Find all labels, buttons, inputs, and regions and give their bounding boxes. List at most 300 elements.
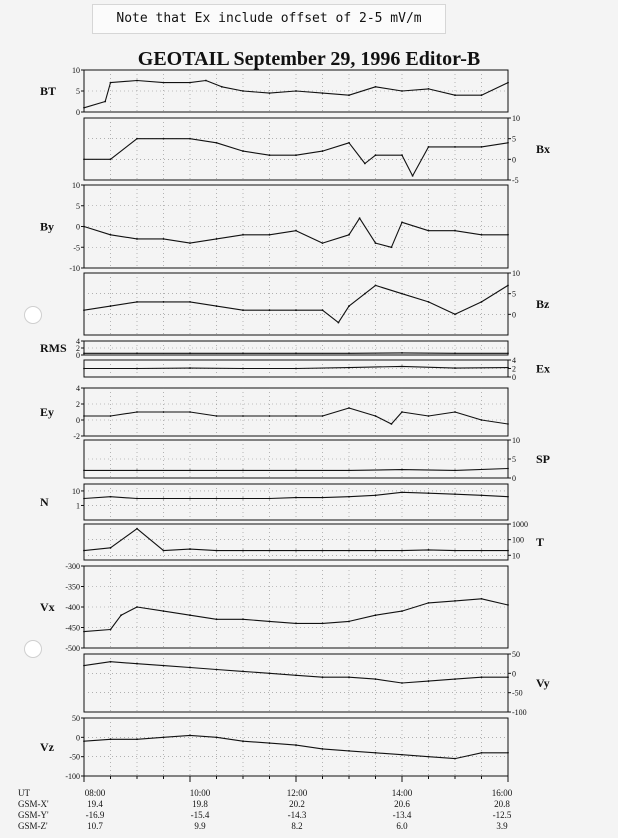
data-point xyxy=(110,738,112,740)
data-point xyxy=(163,736,165,738)
data-point xyxy=(295,90,297,92)
data-point xyxy=(216,618,218,620)
data-point xyxy=(189,735,191,737)
data-point xyxy=(454,367,456,369)
data-point xyxy=(242,740,244,742)
orbit-row-label: GSM-X' xyxy=(18,799,49,809)
data-point xyxy=(242,415,244,417)
data-point xyxy=(375,550,377,552)
data-point xyxy=(269,92,271,94)
y-tick-label: 2 xyxy=(512,364,516,374)
data-point xyxy=(242,550,244,552)
data-point xyxy=(242,498,244,500)
data-point xyxy=(428,492,430,494)
y-tick-label: 10 xyxy=(512,551,520,561)
data-point xyxy=(322,242,324,244)
data-point xyxy=(269,415,271,417)
data-point xyxy=(83,352,85,354)
panel-bt xyxy=(81,70,509,112)
y-tick-label: 10 xyxy=(512,114,520,123)
panel-frame xyxy=(84,484,508,520)
data-point xyxy=(189,667,191,669)
y-tick-label: 10 xyxy=(72,181,80,190)
y-tick-label: 0 xyxy=(512,310,516,320)
data-point xyxy=(348,750,350,752)
data-point xyxy=(295,744,297,746)
data-point xyxy=(348,496,350,498)
data-point xyxy=(428,301,430,303)
y-tick-label: -100 xyxy=(512,708,527,717)
data-point xyxy=(428,146,430,148)
y-tick-label: -5 xyxy=(73,243,80,253)
y-tick-label: 10 xyxy=(72,486,80,496)
y-tick-label: -50 xyxy=(69,752,80,762)
data-point xyxy=(110,415,112,417)
data-point xyxy=(189,411,191,413)
data-point xyxy=(163,665,165,667)
data-point xyxy=(136,498,138,500)
data-point xyxy=(295,309,297,311)
data-point xyxy=(163,82,165,84)
data-point xyxy=(428,680,430,682)
y-tick-label: -450 xyxy=(65,623,80,633)
data-point xyxy=(428,549,430,551)
data-point xyxy=(454,146,456,148)
data-point xyxy=(189,301,191,303)
data-point xyxy=(163,610,165,612)
y-tick-label: 50 xyxy=(512,650,520,659)
data-point xyxy=(269,154,271,156)
data-point xyxy=(205,80,207,82)
data-point xyxy=(242,671,244,673)
y-tick-label: 0 xyxy=(76,108,80,117)
data-point xyxy=(295,550,297,552)
y-tick-label: 0 xyxy=(76,222,80,232)
panel-ey xyxy=(81,388,509,436)
orbit-row-label: GSM-Z' xyxy=(18,821,48,831)
data-point xyxy=(322,92,324,94)
data-point xyxy=(216,498,218,500)
y-tick-label: -100 xyxy=(65,772,80,781)
data-point xyxy=(163,301,165,303)
data-point xyxy=(507,550,509,552)
orbit-row-value: -13.4 xyxy=(392,810,412,820)
data-point xyxy=(507,752,509,754)
y-tick-label: 0 xyxy=(76,416,80,425)
data-point xyxy=(401,293,403,295)
data-point xyxy=(364,293,366,295)
data-point xyxy=(110,661,112,663)
data-point xyxy=(163,411,165,413)
y-tick-label: 5 xyxy=(512,455,516,464)
data-point xyxy=(481,419,483,421)
data-point xyxy=(401,411,403,413)
data-point xyxy=(269,234,271,236)
data-point xyxy=(481,676,483,678)
data-point xyxy=(110,234,112,236)
data-point xyxy=(295,154,297,156)
data-point xyxy=(110,496,112,498)
data-point xyxy=(83,309,85,311)
data-point xyxy=(110,629,112,631)
data-point xyxy=(375,415,377,417)
data-point xyxy=(83,665,85,667)
offset-note: Note that Ex include offset of 2-5 mV/m xyxy=(92,4,446,34)
panel-label-vz: Vz xyxy=(40,740,54,754)
data-point xyxy=(269,672,271,674)
data-point xyxy=(295,415,297,417)
orbit-row-value: 08:00 xyxy=(84,788,106,798)
data-point xyxy=(401,154,403,156)
y-tick-label: 5 xyxy=(512,289,516,299)
data-point xyxy=(295,470,297,472)
data-point xyxy=(401,682,403,684)
data-point xyxy=(401,610,403,612)
y-tick-label: 0 xyxy=(512,669,516,679)
data-point xyxy=(295,352,297,354)
data-point xyxy=(454,678,456,680)
data-point xyxy=(322,623,324,625)
data-point xyxy=(269,550,271,552)
panel-bz xyxy=(83,273,511,335)
data-point xyxy=(348,142,350,144)
data-point xyxy=(375,242,377,244)
data-point xyxy=(364,163,366,165)
data-point xyxy=(295,368,297,370)
data-point xyxy=(216,415,218,417)
y-tick-label: 100 xyxy=(512,535,524,545)
panel-frame xyxy=(84,524,508,560)
data-point xyxy=(295,230,297,232)
data-point xyxy=(401,352,403,354)
panel-vz xyxy=(81,718,509,776)
data-point xyxy=(83,368,85,370)
data-point xyxy=(454,94,456,96)
y-tick-label: 5 xyxy=(512,134,516,144)
data-point xyxy=(481,146,483,148)
data-point xyxy=(481,494,483,496)
y-tick-label: -5 xyxy=(512,176,519,185)
data-point xyxy=(401,469,403,471)
series-line-vy xyxy=(84,662,508,683)
data-point xyxy=(428,230,430,232)
data-point xyxy=(375,752,377,754)
data-point xyxy=(348,305,350,307)
panel-label-by: By xyxy=(40,219,55,234)
data-point xyxy=(104,101,106,103)
data-point xyxy=(295,497,297,499)
data-point xyxy=(221,86,223,88)
data-point xyxy=(507,423,509,425)
data-point xyxy=(110,547,112,549)
orbit-row-value: 20.6 xyxy=(394,799,410,809)
data-point xyxy=(454,758,456,760)
data-point xyxy=(348,407,350,409)
data-point xyxy=(242,150,244,152)
y-tick-label: 0 xyxy=(512,155,516,165)
data-point xyxy=(216,142,218,144)
data-point xyxy=(375,285,377,287)
orbit-row-value: 8.2 xyxy=(291,821,303,831)
data-point xyxy=(401,550,403,552)
data-point xyxy=(454,230,456,232)
data-point xyxy=(481,94,483,96)
data-point xyxy=(428,88,430,90)
orbit-row-value: -12.5 xyxy=(492,810,512,820)
orbit-row-value: 19.8 xyxy=(192,799,208,809)
panel-label-ey: Ey xyxy=(40,405,55,419)
data-point xyxy=(507,367,509,369)
y-tick-label: 2 xyxy=(76,400,80,409)
data-point xyxy=(120,614,122,616)
orbit-row-value: 10.7 xyxy=(87,821,103,831)
panel-label-vx: Vx xyxy=(40,600,55,614)
data-point xyxy=(401,221,403,223)
data-point xyxy=(110,82,112,84)
orbit-row-value: 3.9 xyxy=(496,821,508,831)
data-point xyxy=(348,676,350,678)
data-point xyxy=(242,368,244,370)
data-point xyxy=(242,309,244,311)
data-point xyxy=(454,313,456,315)
data-point xyxy=(507,352,509,354)
data-point xyxy=(83,470,85,472)
data-point xyxy=(136,238,138,240)
panel-t xyxy=(83,524,511,560)
orbit-row-value: -14.3 xyxy=(287,810,307,820)
data-point xyxy=(348,470,350,472)
panel-label-n: N xyxy=(40,495,49,509)
data-point xyxy=(216,669,218,671)
data-point xyxy=(401,90,403,92)
panel-vx xyxy=(81,566,509,648)
panel-label-bz: Bz xyxy=(536,297,550,311)
data-point xyxy=(83,158,85,160)
data-point xyxy=(454,493,456,495)
data-point xyxy=(83,498,85,500)
data-point xyxy=(242,470,244,472)
data-point xyxy=(375,86,377,88)
y-tick-label: 10 xyxy=(512,436,520,445)
data-point xyxy=(391,246,393,248)
data-point xyxy=(454,411,456,413)
data-point xyxy=(401,491,403,493)
orbit-row-value: 12:00 xyxy=(286,788,308,798)
y-tick-label: 50 xyxy=(72,714,80,723)
data-point xyxy=(136,138,138,140)
data-point xyxy=(481,234,483,236)
orbit-row-value: 6.0 xyxy=(396,821,408,831)
data-point xyxy=(295,674,297,676)
data-point xyxy=(242,90,244,92)
data-point xyxy=(189,82,191,84)
data-point xyxy=(322,748,324,750)
data-point xyxy=(216,736,218,738)
data-point xyxy=(348,367,350,369)
data-point xyxy=(216,238,218,240)
data-point xyxy=(136,301,138,303)
data-point xyxy=(507,604,509,606)
orbit-row-value: 10:00 xyxy=(189,788,211,798)
orbit-row-value: 20.2 xyxy=(289,799,305,809)
data-point xyxy=(412,175,414,177)
y-tick-label: 4 xyxy=(512,356,516,365)
data-point xyxy=(481,301,483,303)
y-tick-label: 10 xyxy=(72,66,80,75)
data-point xyxy=(507,234,509,236)
data-point xyxy=(136,80,138,82)
panel-label-vy: Vy xyxy=(536,676,550,690)
data-point xyxy=(454,600,456,602)
data-point xyxy=(295,623,297,625)
data-point xyxy=(322,150,324,152)
data-point xyxy=(269,742,271,744)
y-tick-label: 4 xyxy=(76,337,80,346)
data-point xyxy=(454,352,456,354)
data-point xyxy=(83,550,85,552)
y-tick-label: 0 xyxy=(76,733,80,743)
orbit-row-value: 16:00 xyxy=(491,788,513,798)
y-tick-label: 1000 xyxy=(512,520,528,529)
orbit-row-value: 20.8 xyxy=(494,799,510,809)
panel-label-ex: Ex xyxy=(536,361,551,376)
panel-rms xyxy=(81,341,509,355)
y-tick-label: 5 xyxy=(76,201,80,211)
data-point xyxy=(189,352,191,354)
panel-label-bt: BT xyxy=(40,84,57,98)
orbit-row-label: UT xyxy=(18,788,30,798)
data-point xyxy=(163,498,165,500)
orbit-row-value: 19.4 xyxy=(87,799,103,809)
series-line-by xyxy=(84,218,508,247)
data-point xyxy=(322,497,324,499)
data-point xyxy=(322,550,324,552)
data-point xyxy=(189,367,191,369)
data-point xyxy=(428,756,430,758)
data-point xyxy=(322,309,324,311)
data-point xyxy=(216,550,218,552)
data-point xyxy=(322,415,324,417)
panel-n xyxy=(81,484,509,520)
data-point xyxy=(481,598,483,600)
orbit-row-value: -15.4 xyxy=(190,810,210,820)
data-point xyxy=(507,468,509,470)
data-point xyxy=(348,620,350,622)
data-point xyxy=(242,618,244,620)
data-point xyxy=(136,368,138,370)
data-point xyxy=(322,676,324,678)
y-tick-label: 0 xyxy=(512,474,516,483)
panel-label-sp: SP xyxy=(536,452,551,466)
y-tick-label: 5 xyxy=(76,87,80,96)
data-point xyxy=(507,496,509,498)
data-point xyxy=(242,352,244,354)
data-point xyxy=(189,614,191,616)
data-point xyxy=(189,138,191,140)
data-point xyxy=(481,752,483,754)
data-point xyxy=(110,158,112,160)
data-point xyxy=(136,606,138,608)
y-tick-label: 0 xyxy=(76,351,80,360)
data-point xyxy=(375,678,377,680)
y-tick-label: 4 xyxy=(76,384,80,393)
data-point xyxy=(454,470,456,472)
data-point xyxy=(189,470,191,472)
y-tick-label: -10 xyxy=(69,264,80,273)
data-point xyxy=(507,142,509,144)
y-tick-label: -350 xyxy=(65,582,80,592)
data-point xyxy=(83,415,85,417)
panel-bx xyxy=(83,118,511,180)
y-tick-label: 0 xyxy=(512,373,516,382)
data-point xyxy=(242,234,244,236)
y-tick-label: -500 xyxy=(65,644,80,653)
data-point xyxy=(269,309,271,311)
y-tick-label: 1 xyxy=(76,501,80,511)
data-point xyxy=(136,738,138,740)
panel-label-t: T xyxy=(536,535,545,549)
data-point xyxy=(83,107,85,109)
y-tick-label: 10 xyxy=(512,269,520,278)
data-point xyxy=(189,548,191,550)
data-point xyxy=(375,614,377,616)
data-point xyxy=(189,242,191,244)
data-point xyxy=(507,82,509,84)
data-point xyxy=(454,550,456,552)
data-point xyxy=(216,305,218,307)
data-point xyxy=(348,234,350,236)
data-point xyxy=(348,94,350,96)
data-point xyxy=(375,494,377,496)
data-point xyxy=(83,740,85,742)
data-point xyxy=(269,620,271,622)
data-point xyxy=(163,550,165,552)
data-point xyxy=(348,352,350,354)
orbit-row-label: GSM-Y' xyxy=(18,810,49,820)
data-point xyxy=(136,528,138,530)
data-point xyxy=(507,676,509,678)
data-point xyxy=(507,285,509,287)
y-tick-label: 2 xyxy=(76,344,80,353)
data-point xyxy=(163,238,165,240)
data-point xyxy=(136,411,138,413)
data-point xyxy=(136,663,138,665)
data-point xyxy=(83,631,85,633)
data-point xyxy=(401,365,403,367)
y-tick-label: -300 xyxy=(65,562,80,571)
data-point xyxy=(375,154,377,156)
data-point xyxy=(428,415,430,417)
data-point xyxy=(110,305,112,307)
data-point xyxy=(338,322,340,324)
data-point xyxy=(136,470,138,472)
y-tick-label: -50 xyxy=(512,688,523,698)
orbit-row-value: -16.9 xyxy=(85,810,105,820)
data-point xyxy=(83,226,85,228)
panel-label-bx: Bx xyxy=(536,142,551,156)
data-point xyxy=(189,498,191,500)
data-point xyxy=(348,550,350,552)
orbit-row-value: 9.9 xyxy=(194,821,206,831)
panel-ex xyxy=(83,360,511,377)
y-tick-label: -400 xyxy=(65,603,80,612)
panel-label-rms: RMS xyxy=(40,341,67,355)
data-point xyxy=(391,423,393,425)
data-point xyxy=(163,138,165,140)
data-point xyxy=(481,550,483,552)
data-point xyxy=(428,602,430,604)
orbit-row-value: 14:00 xyxy=(391,788,413,798)
